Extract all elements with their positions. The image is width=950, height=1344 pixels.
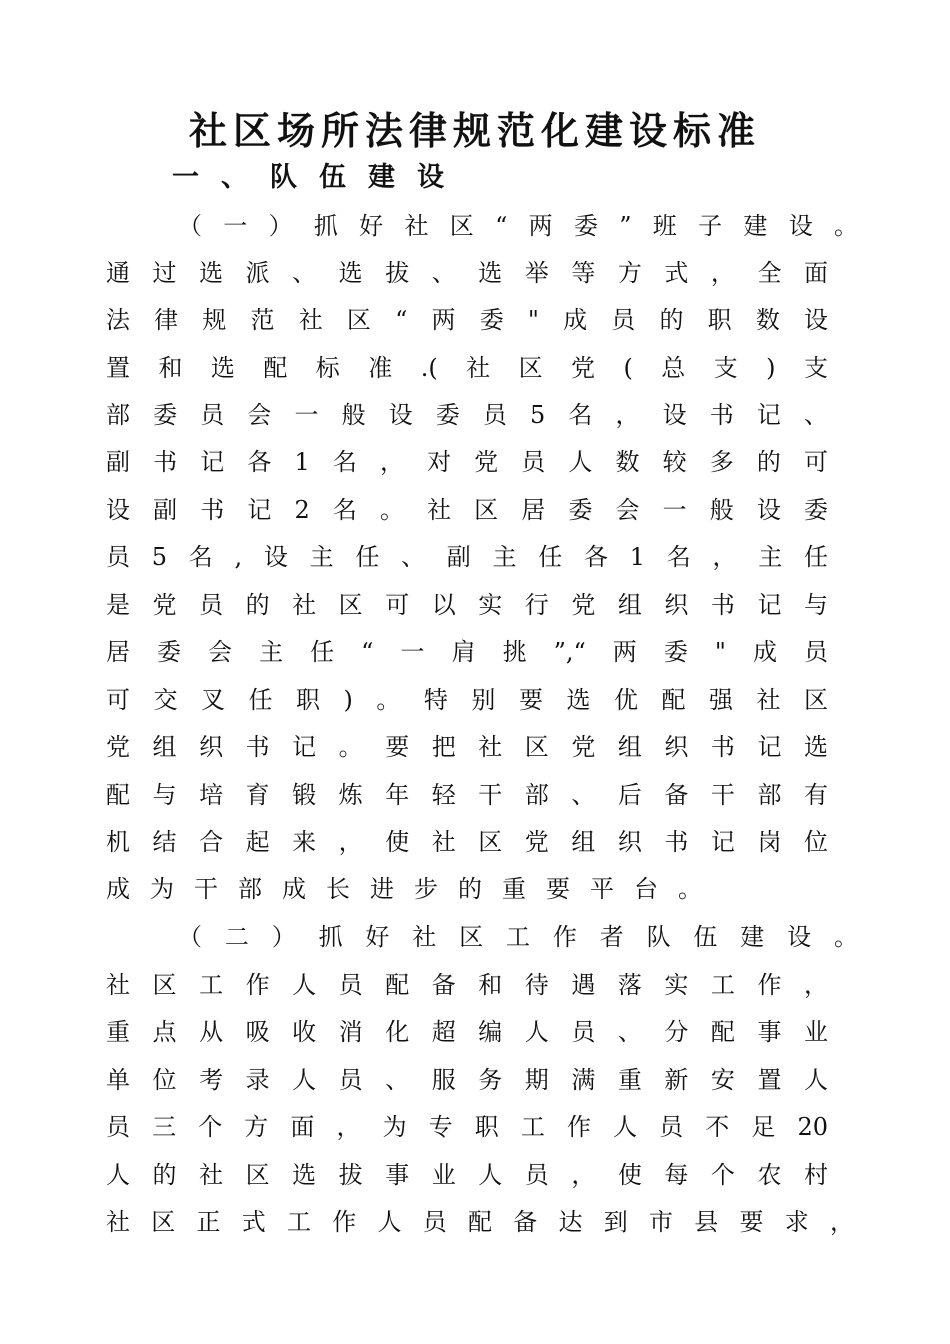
- paragraph-line: 通过选派、选拔、选举等方式，全面: [106, 259, 828, 287]
- paragraph-line: 成为干部成长进步的重要平台。: [106, 875, 722, 903]
- paragraph-line: 是党员的社区可以实行党组织书记与: [106, 591, 828, 619]
- section-heading: 一、队伍建设: [172, 162, 466, 193]
- paragraph-line: 设副书记2名。社区居委会一般设委: [106, 496, 828, 524]
- paragraph-line: 员5名,设主任、副主任各1名，主任: [106, 543, 828, 571]
- paragraph-line: 重点从吸收消化超编人员、分配事业: [106, 1018, 828, 1046]
- paragraph-line: 副书记各1名，对党员人数较多的可: [106, 448, 828, 476]
- document-title: 社区场所法律规范化建设标准: [188, 108, 761, 153]
- paragraph-line: 部委员会一般设委员5名，设书记、: [106, 401, 828, 429]
- paragraph-line: 社区工作人员配备和待遇落实工作，: [106, 971, 828, 999]
- paragraph-line: 社区正式工作人员配备达到市县要求，: [106, 1208, 854, 1236]
- paragraph-line: 人的社区选拔事业人员，使每个农村: [106, 1161, 828, 1189]
- paragraph-line: 党组织书记。要把社区党组织书记选: [106, 733, 828, 761]
- paragraph-line: （一）抓好社区“两委”班子建设。: [178, 212, 858, 240]
- paragraph-line: 居委会主任“一肩挑”,“两委"成员: [106, 638, 828, 666]
- paragraph-line: 单位考录人员、服务期满重新安置人: [106, 1066, 828, 1094]
- paragraph-line: 员三个方面，为专职工作人员不足20: [106, 1113, 828, 1141]
- paragraph-line: 机结合起来，使社区党组织书记岗位: [106, 828, 828, 856]
- paragraph-line: （二）抓好社区工作者队伍建设。: [178, 923, 858, 951]
- paragraph-line: 置和选配标准.(社区党(总支)支: [106, 354, 828, 382]
- paragraph-line: 可交叉任职)。特别要选优配强社区: [106, 686, 828, 714]
- paragraph-line: 配与培育锻炼年轻干部、后备干部有: [106, 781, 828, 809]
- paragraph-line: 法律规范社区“两委"成员的职数设: [106, 306, 828, 334]
